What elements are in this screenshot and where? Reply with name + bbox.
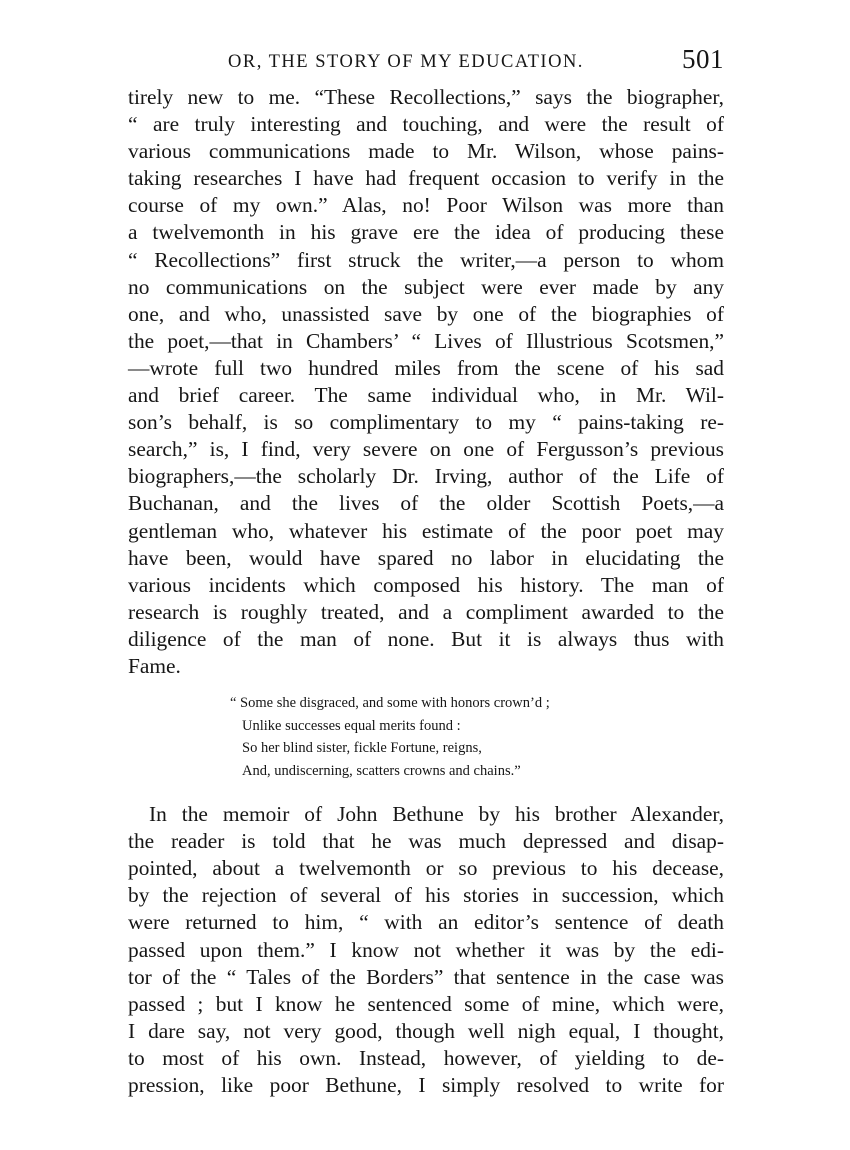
verse-quotation [230,692,724,782]
text-line: Buchanan, and the lives of the older Scottish Poets,—a [128,491,724,516]
text-line: taking researches I have had frequent occasion to verify in the [128,166,724,191]
text-line: diligence of the man of none. But it is always thus with [128,626,724,651]
book-page [128,40,724,1099]
paragraph-continued [128,84,724,680]
text-line: have been, would have spared no labor in elucidating the [128,545,724,570]
text-line: son’s behalf, is so complimentary to my “ pains-taking re- [128,410,724,435]
text-line: a twelvemonth in his grave ere the idea of producing these [128,220,724,245]
text-line: pression, like poor Bethune, I simply resolved to write for [128,1073,724,1097]
verse-line: Unlike successes equal merits found : [242,717,461,734]
text-line: various incidents which composed his history. The man of [128,572,724,597]
text-line: In the memoir of John Bethune by his brother Alexander, [149,802,724,827]
text-line: by the rejection of several of his stories in succession, which [128,883,724,908]
text-line: biographers,—the scholarly Dr. Irving, author of the Life of [128,464,724,489]
page-number: 501 [682,44,724,74]
text-line: the reader is told that he was much depressed and disap- [128,829,724,854]
text-line: search,” is, I find, very severe on one of Fergusson’s previous [128,437,724,462]
text-line: one, and who, unassisted save by one of the biographies of [128,301,724,326]
text-line: gentleman who, whatever his estimate of the poor poet may [128,518,724,543]
verse-line: And, undiscerning, scatters crowns and chains.” [242,762,521,779]
text-line: I dare say, not very good, though well nigh equal, I thought, [128,1018,724,1043]
text-line: passed upon them.” I know not whether it was by the edi- [128,937,724,962]
running-header [128,40,724,84]
text-line: research is roughly treated, and a compliment awarded to the [128,599,724,624]
text-line: course of my own.” Alas, no! Poor Wilson was more than [128,193,724,218]
verse-line: So her blind sister, fickle Fortune, reigns, [242,740,482,757]
text-line: tirely new to me. “These Recollections,” says the biographer, [128,85,724,109]
text-line: the poet,—that in Chambers’ “ Lives of Illustrious Scotsmen,” [128,328,724,353]
text-line: no communications on the subject were ever made by any [128,274,724,299]
text-line: passed ; but I know he sentenced some of mine, which were, [128,991,724,1016]
text-line: “ are truly interesting and touching, and were the result of [128,112,724,137]
text-line: and brief career. The same individual who, in Mr. Wil- [128,383,724,408]
text-line: various communications made to Mr. Wilson, whose pains- [128,139,724,164]
verse-line: “ Some she disgraced, and some with honors crown’d ; [230,695,550,712]
text-line: —wrote full two hundred miles from the scene of his sad [128,355,724,380]
text-line: to most of his own. Instead, however, of yielding to de- [128,1045,724,1070]
text-line: were returned to him, “ with an editor’s sentence of death [128,910,724,935]
text-line: tor of the “ Tales of the Borders” that sentence in the case was [128,964,724,989]
paragraph [128,801,724,1099]
text-line: pointed, about a twelvemonth or so previous to his decease, [128,856,724,881]
running-title: OR, THE STORY OF MY EDUCATION. [228,52,584,72]
text-line: Fame. [128,653,181,678]
text-line: “ Recollections” first struck the writer,—a person to whom [128,247,724,272]
